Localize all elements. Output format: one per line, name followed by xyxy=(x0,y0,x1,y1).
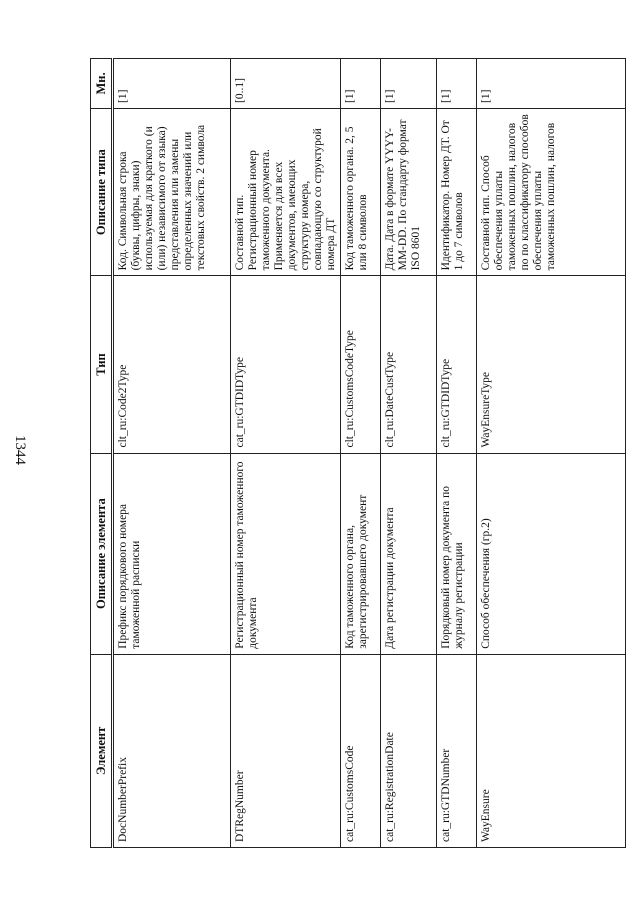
table-row xyxy=(231,59,341,848)
cell-type-description: Составной тип. Регистрационный номер таможенного документа. Применяется для всех документов, имеющих структуру номера, совпадающую со структурой номера ДТ xyxy=(231,108,341,275)
cell-element: cat_ru:RegistrationDate xyxy=(381,654,437,847)
cell-element-description: Префикс порядкового номера таможенной расписки xyxy=(113,453,231,654)
cell-multiplicity: [1] xyxy=(341,59,381,109)
table-row xyxy=(381,59,437,848)
header-type: Тип xyxy=(91,276,113,453)
cell-element-description: Порядковый номер документа по журналу регистрации xyxy=(437,453,477,654)
cell-type: WayEnsureType xyxy=(477,276,626,453)
cell-multiplicity: [1] xyxy=(381,59,437,109)
cell-element: DTRegNumber xyxy=(231,654,341,847)
cell-element-description: Код таможенного органа, зарегистрировавшего документ xyxy=(341,453,381,654)
rotated-page-content xyxy=(90,58,626,848)
header-type-description: Описание типа xyxy=(91,108,113,275)
table-row xyxy=(341,59,381,848)
cell-type: clt_ru:GTDIDType xyxy=(437,276,477,453)
cell-multiplicity: [0..1] xyxy=(231,59,341,109)
cell-element-description: Способ обеспечения (гр.2) xyxy=(477,453,626,654)
cell-type-description: Код. Символьная строка (буквы, цифры, знаки) используемая для краткого (и (или) независимого от языка) представления или замены определенных значений или текстовых свойств. 2 символа xyxy=(113,108,231,275)
page-number: 1344 xyxy=(12,435,28,465)
cell-element: WayEnsure xyxy=(477,654,626,847)
table-header-row xyxy=(91,59,113,848)
table-row xyxy=(477,59,626,848)
header-element-description: Описание элемента xyxy=(91,453,113,654)
table-row xyxy=(437,59,477,848)
cell-type: clt_ru:DateCustType xyxy=(381,276,437,453)
cell-type-description: Составной тип. Способ обеспечения уплаты таможенных пошлин, налогов по по классификатору способов обеспечения уплаты таможенных пошлин, налогов xyxy=(477,108,626,275)
header-multiplicity: Мн. xyxy=(91,59,113,109)
cell-multiplicity: [1] xyxy=(437,59,477,109)
table-row xyxy=(113,59,231,848)
cell-element: DocNumberPrefix xyxy=(113,654,231,847)
cell-multiplicity: [1] xyxy=(113,59,231,109)
cell-multiplicity: [1] xyxy=(477,59,626,109)
cell-element-description: Дата регистрации документа xyxy=(381,453,437,654)
cell-type: clt_ru:Code2Type xyxy=(113,276,231,453)
header-element: Элемент xyxy=(91,654,113,847)
cell-type-description: Код таможенного органа. 2, 5 или 8 символов xyxy=(341,108,381,275)
cell-element-description: Регистрационный номер таможенного документа xyxy=(231,453,341,654)
cell-element: cat_ru:GTDNumber xyxy=(437,654,477,847)
element-spec-table xyxy=(90,58,626,848)
cell-type: clt_ru:CustomsCodeType xyxy=(341,276,381,453)
cell-type-description: Дата. Дата в формате YYYY-MM-DD. По стандарту формат ISO 8601 xyxy=(381,108,437,275)
cell-type: cat_ru:GTDIDType xyxy=(231,276,341,453)
cell-element: cat_ru:CustomsCode xyxy=(341,654,381,847)
cell-type-description: Идентификатор. Номер ДТ. От 1 до 7 символов xyxy=(437,108,477,275)
